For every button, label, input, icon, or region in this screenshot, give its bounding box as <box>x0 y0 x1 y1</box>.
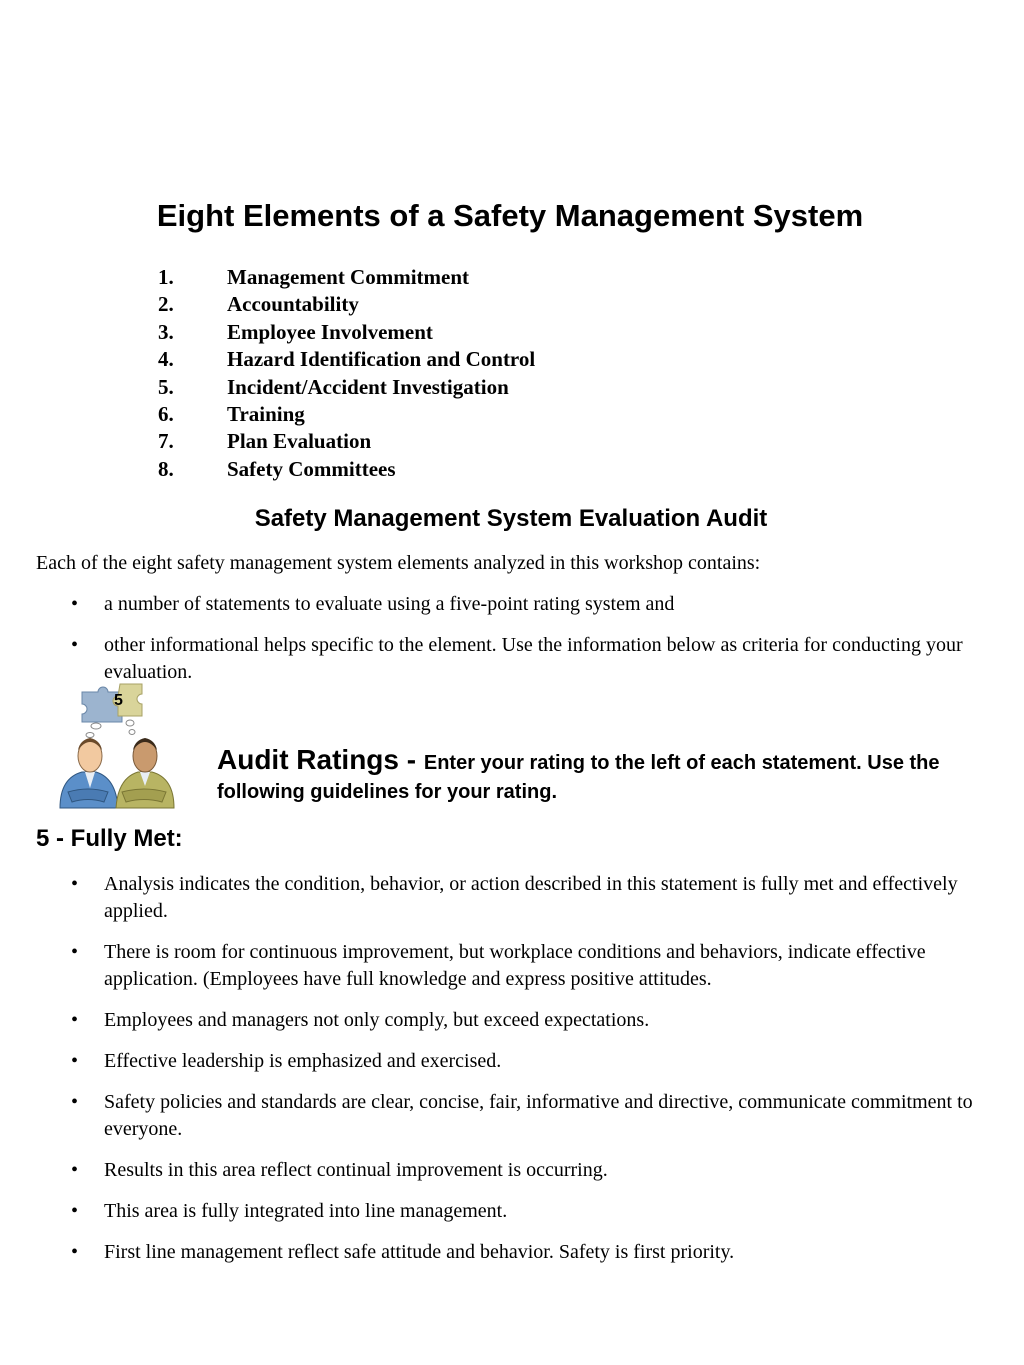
audit-ratings-heading: Audit Ratings - <box>217 744 424 775</box>
item-label: Training <box>227 401 305 426</box>
two-people-thinking-icon <box>50 680 180 810</box>
item-number: 2. <box>158 292 174 317</box>
bullet-icon: • <box>71 941 79 963</box>
bullet-text: There is room for continuous improvement, but workplace conditions and behaviors, indicate effective application. (Employees have full knowledge and express positive attitudes. <box>104 941 926 990</box>
list-item <box>158 346 535 373</box>
item-label: Safety Committees <box>227 456 396 481</box>
thought-bubble <box>129 730 135 735</box>
item-label: Employee Involvement <box>227 319 433 344</box>
bullet-text: other informational helps specific to the element. Use the information below as criteria for conducting your evaluation. <box>104 634 963 683</box>
list-item <box>0 1089 984 1143</box>
list-item <box>158 319 535 346</box>
bullet-text: Results in this area reflect continual improvement is occurring. <box>104 1159 608 1181</box>
page-title: Eight Elements of a Safety Management System <box>156 198 864 233</box>
bullet-text: Effective leadership is emphasized and exercised. <box>104 1050 502 1072</box>
item-number: 3. <box>158 319 174 344</box>
list-item <box>0 1157 984 1184</box>
list-item <box>158 291 535 318</box>
bullet-icon: • <box>71 593 79 615</box>
list-item <box>0 939 984 993</box>
item-label: Incident/Accident Investigation <box>227 374 509 399</box>
bullet-icon: • <box>71 1091 79 1113</box>
thought-bubble <box>91 723 101 729</box>
bullet-icon: • <box>71 873 79 895</box>
item-number: 8. <box>158 456 174 481</box>
item-label: Management Commitment <box>227 265 470 289</box>
list-item <box>158 428 535 455</box>
list-item <box>158 264 535 291</box>
item-label: Accountability <box>227 292 359 317</box>
section-subtitle: Safety Management System Evaluation Audit <box>254 505 768 532</box>
list-item <box>158 401 535 428</box>
list-item <box>0 871 984 925</box>
bullet-text: Safety policies and standards are clear, concise, fair, informative and directive, communicate commitment to everyone. <box>104 1091 973 1140</box>
item-label: Plan Evaluation <box>227 429 372 454</box>
list-item <box>0 1048 984 1075</box>
intro-paragraph: Each of the eight safety management system elements analyzed in this workshop contains: <box>36 552 761 574</box>
bullet-text: Analysis indicates the condition, behavior, or action described in this statement is fully met and effectively applied. <box>104 873 958 922</box>
bullet-icon: • <box>71 1241 79 1263</box>
illustration-graphic <box>50 680 180 810</box>
thought-bubble <box>86 733 94 738</box>
list-item <box>0 1007 984 1034</box>
elements-list <box>158 264 535 483</box>
bullet-text: This area is fully integrated into line management. <box>104 1200 508 1222</box>
list-item <box>158 374 535 401</box>
puzzle-number: 5 <box>114 692 123 709</box>
bullet-icon: • <box>71 1159 79 1181</box>
bullet-text: Employees and managers not only comply, but exceed expectations. <box>104 1009 650 1031</box>
fully-met-bullet-list <box>0 871 984 1280</box>
bullet-icon: • <box>71 634 79 656</box>
bullet-icon: • <box>71 1050 79 1072</box>
item-label: Hazard Identification and Control <box>227 347 536 372</box>
list-item <box>0 591 984 618</box>
list-item <box>0 1198 984 1225</box>
thought-bubble <box>126 720 134 726</box>
item-number: 7. <box>158 429 174 454</box>
item-number: 5. <box>158 374 174 399</box>
bullet-text: a number of statements to evaluate using a five-point rating system and <box>104 593 675 615</box>
bullet-text: First line management reflect safe attitude and behavior. Safety is first priority. <box>104 1241 735 1263</box>
bullet-icon: • <box>71 1009 79 1031</box>
list-item <box>0 1239 984 1266</box>
list-item <box>158 456 535 483</box>
item-number: 4. <box>158 347 174 372</box>
audit-ratings-text <box>217 745 1007 807</box>
item-number: 6. <box>158 401 174 426</box>
item-number: 1. <box>158 265 174 289</box>
fully-met-heading: 5 - Fully Met: <box>36 825 183 852</box>
list-item <box>0 632 984 686</box>
audit-ratings-instruction: Enter your rating to the left of each statement. Use the following guidelines for your rating. <box>217 752 940 803</box>
bullet-icon: • <box>71 1200 79 1222</box>
